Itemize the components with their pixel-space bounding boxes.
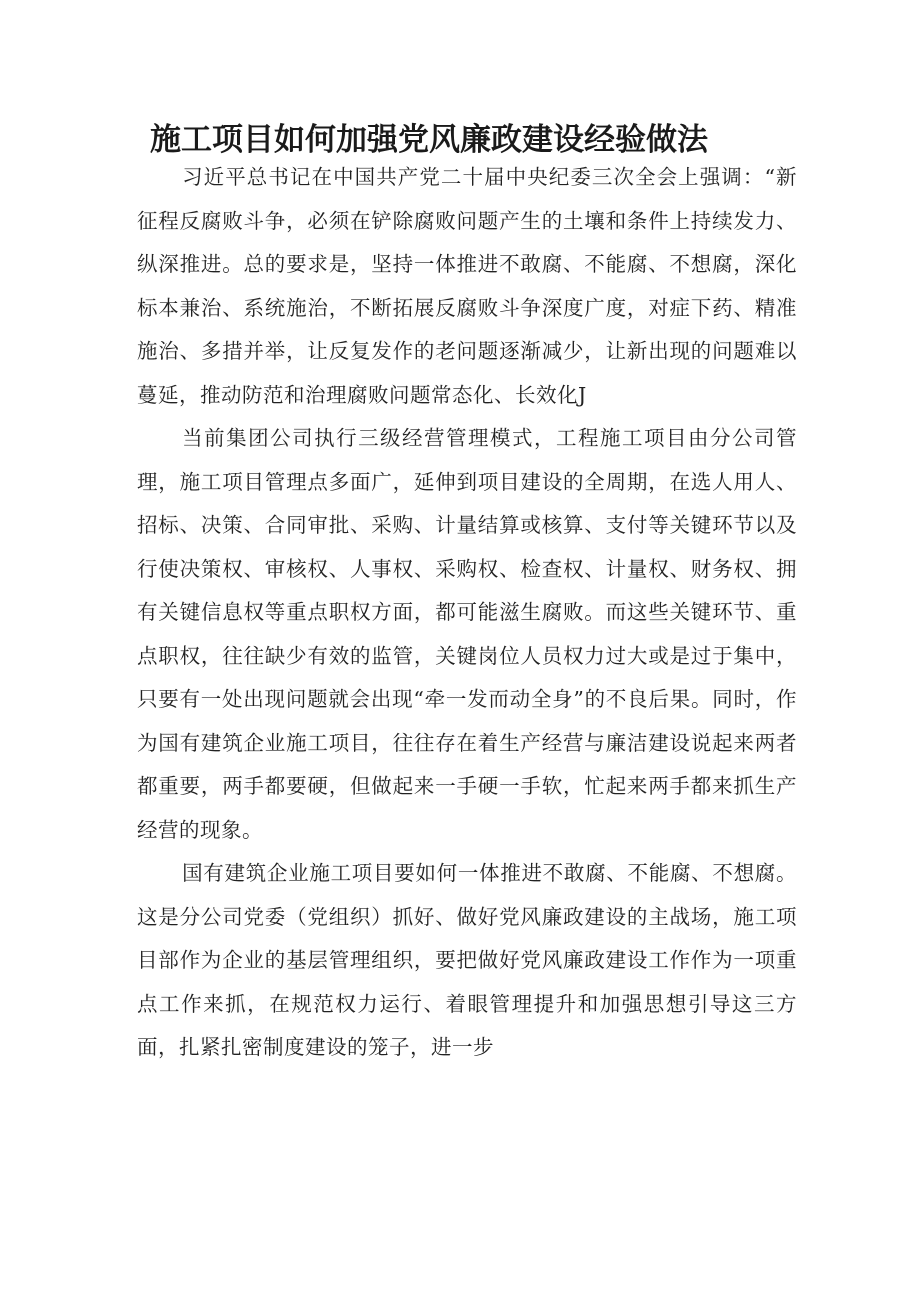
paragraph-3: 国有建筑企业施工项目要如何一体推进不敢腐、不能腐、不想腐。这是分公司党委（党组织）抓好、做好党风廉政建设的主战场，施工项目部作为企业的基层管理组织，要把做好党风廉政建设工作作为一项重点工作来抓，在规范权力运行、着眼管理提升和加强思想引导这三方面，扎紧扎密制度建设的笼子，进一步 — [137, 861, 797, 1059]
paragraph-1: 习近平总书记在中国共产党二十届中央纪委三次全会上强调：“新征程反腐败斗争，必须在铲除腐败问题产生的土壤和条件上持续发力、纵深推进。总的要求是，坚持一体推进不敢腐、不能腐、不想腐，深化标本兼治、系统施治，不断拓展反腐败斗争深度广度，对症下药、精准施治、多措并举，让反复发作的老问题逐渐减少，让新出现的问题难以蔓延，推动防范和治理腐败问题常态化、长效化J — [137, 165, 797, 407]
document-title: 施工项目如何加强党风廉政建设经验做法 — [150, 122, 708, 158]
document-body — [137, 156, 797, 1070]
paragraph-2: 当前集团公司执行三级经营管理模式，工程施工项目由分公司管理，施工项目管理点多面广，延伸到项目建设的全周期，在选人用人、招标、决策、合同审批、采购、计量结算或核算、支付等关键环节以及行使决策权、审核权、人事权、采购权、检查权、计量权、财务权、拥有关键信息权等重点职权方面，都可能滋生腐败。而这些关键环节、重点职权，往往缺少有效的监管，关键岗位人员权力过大或是过于集中，只要有一处出现问题就会出现“牵一发而动全身”的不良后果。同时，作为国有建筑企业施工项目，往往存在着生产经营与廉洁建设说起来两者都重要，两手都要硬，但做起来一手硬一手软，忙起来两手都来抓生产经营的现象。 — [137, 426, 797, 842]
